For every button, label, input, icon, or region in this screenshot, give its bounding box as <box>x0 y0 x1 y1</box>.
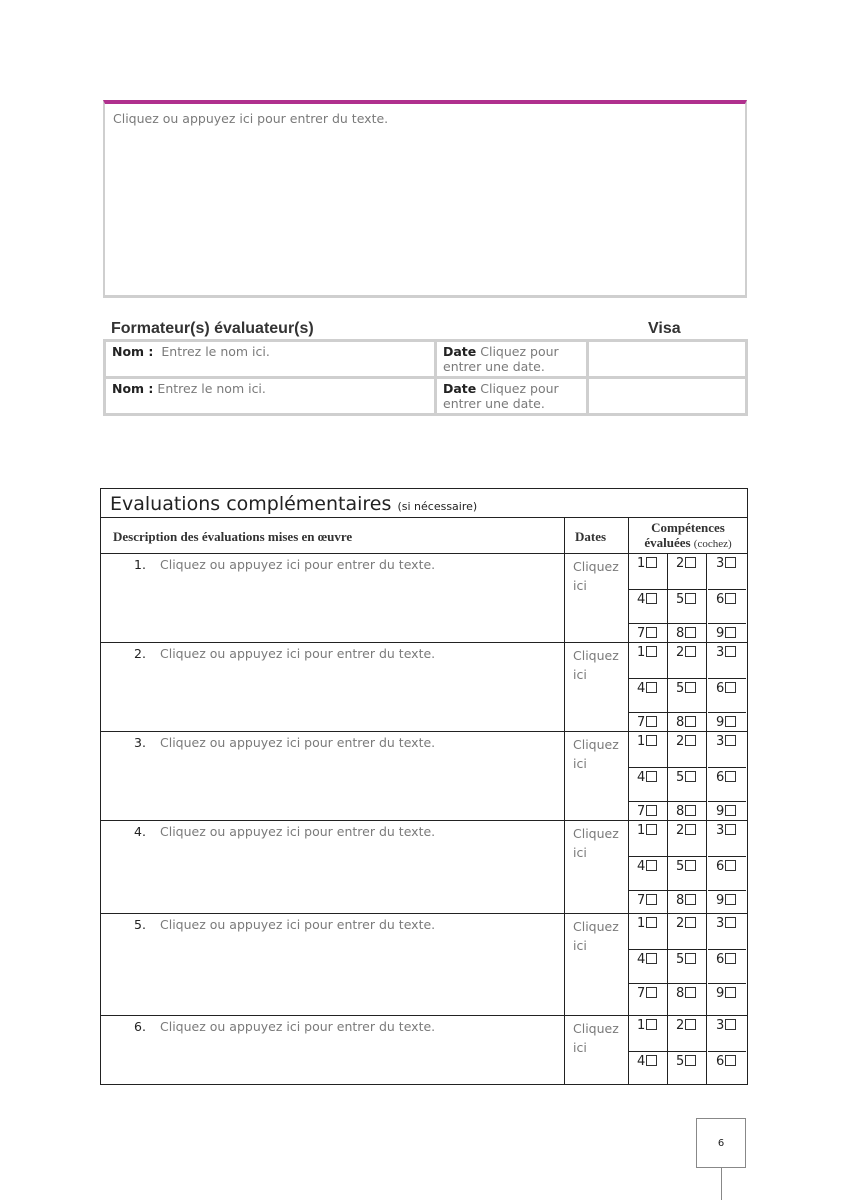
table-row <box>101 643 747 732</box>
competence-checkbox-4[interactable] <box>629 768 668 802</box>
checkbox-label: 4 <box>637 770 646 785</box>
checkbox-icon[interactable] <box>725 716 736 727</box>
checkbox-icon[interactable] <box>685 987 696 998</box>
checkbox-icon[interactable] <box>646 987 657 998</box>
competence-checkbox-6[interactable] <box>708 768 746 802</box>
checkbox-label: 3 <box>716 556 725 571</box>
table-row <box>101 554 747 643</box>
visa-heading: Visa <box>648 320 681 337</box>
description-cell[interactable] <box>101 732 565 820</box>
checkbox-icon[interactable] <box>725 735 736 746</box>
competence-checkbox-3[interactable] <box>708 821 746 857</box>
row-number: 2. <box>134 646 146 661</box>
checkbox-icon[interactable] <box>646 682 657 693</box>
row-number: 1. <box>134 557 146 572</box>
row-number: 3. <box>134 735 146 750</box>
competence-checkbox-9[interactable] <box>708 984 746 1016</box>
description-placeholder: Cliquez ou appuyez ici pour entrer du texte. <box>160 917 436 932</box>
date-cell[interactable]: Cliquez ici <box>565 732 629 820</box>
checkbox-icon[interactable] <box>725 557 736 568</box>
checkbox-label: 6 <box>716 952 725 967</box>
table-row <box>105 378 747 415</box>
checkbox-icon[interactable] <box>725 805 736 816</box>
checkbox-label: 8 <box>676 986 685 1001</box>
date-cell[interactable]: Cliquez ici <box>565 914 629 1015</box>
checkbox-icon[interactable] <box>725 953 736 964</box>
competence-checkbox-5[interactable] <box>668 950 707 984</box>
competence-checkbox-1[interactable] <box>629 914 668 950</box>
checkbox-icon[interactable] <box>725 593 736 604</box>
checkbox-icon[interactable] <box>725 987 736 998</box>
checkbox-icon[interactable] <box>646 716 657 727</box>
nom-field[interactable]: Nom : Entrez le nom ici. <box>105 341 436 378</box>
checkbox-label: 1 <box>637 556 646 571</box>
checkbox-label: 7 <box>637 715 646 730</box>
checkbox-icon[interactable] <box>685 682 696 693</box>
checkbox-icon[interactable] <box>725 917 736 928</box>
description-placeholder: Cliquez ou appuyez ici pour entrer du texte. <box>160 824 436 839</box>
competence-checkbox-6[interactable] <box>708 950 746 984</box>
competence-checkbox-1[interactable] <box>629 1016 668 1052</box>
checkbox-icon[interactable] <box>685 716 696 727</box>
checkbox-label: 1 <box>637 823 646 838</box>
row-number: 5. <box>134 917 146 932</box>
checkbox-icon[interactable] <box>725 894 736 905</box>
competence-checkbox-5[interactable] <box>668 679 707 713</box>
visa-field[interactable] <box>588 341 747 378</box>
checkbox-icon[interactable] <box>646 557 657 568</box>
checkbox-icon[interactable] <box>685 860 696 871</box>
checkbox-icon[interactable] <box>646 953 657 964</box>
checkbox-label: 3 <box>716 1018 725 1033</box>
checkbox-label: 1 <box>637 645 646 660</box>
checkbox-label: 7 <box>637 626 646 641</box>
description-placeholder: Cliquez ou appuyez ici pour entrer du texte. <box>160 735 436 750</box>
header-competences: Compétences évaluées (cochez) <box>629 518 747 554</box>
competence-checkbox-2[interactable] <box>668 914 707 950</box>
checkbox-label: 5 <box>676 681 685 696</box>
row-number: 6. <box>134 1019 146 1034</box>
checkbox-icon[interactable] <box>725 771 736 782</box>
checkbox-label: 1 <box>637 916 646 931</box>
checkbox-icon[interactable] <box>685 627 696 638</box>
competence-checkbox-1[interactable] <box>629 732 668 768</box>
checkbox-label: 5 <box>676 592 685 607</box>
checkbox-label: 5 <box>676 770 685 785</box>
checkbox-icon[interactable] <box>725 627 736 638</box>
checkbox-label: 7 <box>637 804 646 819</box>
competence-checkbox-4[interactable] <box>629 590 668 624</box>
checkbox-icon[interactable] <box>646 860 657 871</box>
checkbox-icon[interactable] <box>685 593 696 604</box>
checkbox-label: 9 <box>716 804 725 819</box>
checkbox-label: 5 <box>676 952 685 967</box>
checkbox-icon[interactable] <box>685 824 696 835</box>
checkbox-icon[interactable] <box>685 646 696 657</box>
competence-checkbox-8[interactable] <box>668 802 707 821</box>
checkbox-icon[interactable] <box>725 1055 736 1066</box>
checkbox-icon[interactable] <box>685 805 696 816</box>
page-number: 6 <box>696 1118 746 1168</box>
competence-checkbox-4[interactable] <box>629 857 668 891</box>
evaluations-table <box>100 488 748 1085</box>
checkbox-label: 2 <box>676 645 685 660</box>
checkbox-label: 4 <box>637 1054 646 1069</box>
competence-checkbox-4[interactable] <box>629 1052 668 1085</box>
checkbox-label: 8 <box>676 715 685 730</box>
checkbox-icon[interactable] <box>646 1055 657 1066</box>
checkbox-icon[interactable] <box>685 735 696 746</box>
checkbox-label: 6 <box>716 681 725 696</box>
competence-checkbox-8[interactable] <box>668 624 707 643</box>
competence-checkboxes <box>629 732 747 820</box>
checkbox-icon[interactable] <box>725 824 736 835</box>
description-cell[interactable] <box>101 554 565 642</box>
checkbox-icon[interactable] <box>685 1055 696 1066</box>
checkbox-label: 4 <box>637 592 646 607</box>
checkbox-icon[interactable] <box>646 1019 657 1030</box>
competence-checkbox-3[interactable] <box>708 732 746 768</box>
competence-checkbox-5[interactable] <box>668 857 707 891</box>
checkbox-label: 2 <box>676 916 685 931</box>
description-placeholder: Cliquez ou appuyez ici pour entrer du texte. <box>160 1019 436 1034</box>
competence-checkboxes <box>629 554 747 642</box>
competence-checkbox-4[interactable] <box>629 679 668 713</box>
checkbox-label: 4 <box>637 952 646 967</box>
checkbox-icon[interactable] <box>646 627 657 638</box>
description-cell[interactable] <box>101 1016 565 1085</box>
checkbox-label: 2 <box>676 823 685 838</box>
checkbox-label: 6 <box>716 770 725 785</box>
checkbox-icon[interactable] <box>725 646 736 657</box>
date-field[interactable]: Date Cliquez pour entrer une date. <box>436 378 588 415</box>
checkbox-label: 3 <box>716 823 725 838</box>
checkbox-label: 4 <box>637 859 646 874</box>
competence-checkbox-9[interactable] <box>708 624 746 643</box>
checkbox-label: 2 <box>676 556 685 571</box>
competence-checkboxes <box>629 643 747 731</box>
competence-checkbox-6[interactable] <box>708 590 746 624</box>
page-number-line <box>721 1168 722 1200</box>
competence-checkbox-3[interactable] <box>708 1016 746 1052</box>
checkbox-label: 4 <box>637 681 646 696</box>
table-row <box>101 732 747 821</box>
formateurs-heading: Formateur(s) évaluateur(s) <box>111 320 314 337</box>
checkbox-label: 3 <box>716 645 725 660</box>
competence-checkbox-6[interactable] <box>708 1052 746 1085</box>
competence-checkbox-2[interactable] <box>668 643 707 679</box>
competence-checkbox-3[interactable] <box>708 554 746 590</box>
description-placeholder: Cliquez ou appuyez ici pour entrer du texte. <box>160 646 436 661</box>
evaluations-title: Evaluations complémentaires (si nécessaire) <box>101 489 747 518</box>
competence-checkbox-3[interactable] <box>708 914 746 950</box>
competence-checkbox-9[interactable] <box>708 802 746 821</box>
checkbox-label: 8 <box>676 626 685 641</box>
header-dates: Dates <box>565 518 629 554</box>
text-placeholder: Cliquez ou appuyez ici pour entrer du texte. <box>113 111 389 126</box>
competence-checkboxes <box>629 1016 747 1085</box>
checkbox-label: 7 <box>637 893 646 908</box>
nom-field[interactable]: Nom : Entrez le nom ici. <box>105 378 436 415</box>
competence-checkbox-3[interactable] <box>708 643 746 679</box>
checkbox-icon[interactable] <box>646 593 657 604</box>
checkbox-icon[interactable] <box>685 953 696 964</box>
checkbox-label: 9 <box>716 986 725 1001</box>
checkbox-label: 1 <box>637 1018 646 1033</box>
competence-checkbox-2[interactable] <box>668 1016 707 1052</box>
visa-field[interactable] <box>588 378 747 415</box>
row-number: 4. <box>134 824 146 839</box>
checkbox-label: 3 <box>716 916 725 931</box>
checkbox-label: 9 <box>716 715 725 730</box>
competence-checkboxes <box>629 821 747 913</box>
checkbox-icon[interactable] <box>725 1019 736 1030</box>
competence-checkbox-7[interactable] <box>629 984 668 1016</box>
checkbox-icon[interactable] <box>646 646 657 657</box>
competence-checkbox-5[interactable] <box>668 1052 707 1085</box>
competence-checkbox-2[interactable] <box>668 821 707 857</box>
checkbox-icon[interactable] <box>646 894 657 905</box>
checkbox-label: 8 <box>676 804 685 819</box>
competence-checkboxes <box>629 914 747 1015</box>
competence-checkbox-2[interactable] <box>668 554 707 590</box>
checkbox-label: 9 <box>716 893 725 908</box>
checkbox-label: 2 <box>676 734 685 749</box>
competence-checkbox-8[interactable] <box>668 713 707 732</box>
header-description: Description des évaluations mises en œuvre <box>101 518 565 554</box>
checkbox-label: 6 <box>716 1054 725 1069</box>
competence-checkbox-7[interactable] <box>629 802 668 821</box>
checkbox-icon[interactable] <box>725 860 736 871</box>
checkbox-icon[interactable] <box>685 1019 696 1030</box>
date-cell[interactable]: Cliquez ici <box>565 1016 629 1085</box>
checkbox-label: 5 <box>676 1054 685 1069</box>
competence-checkbox-7[interactable] <box>629 891 668 914</box>
date-cell[interactable]: Cliquez ici <box>565 643 629 731</box>
checkbox-label: 6 <box>716 592 725 607</box>
table-row <box>101 821 747 914</box>
competence-checkbox-8[interactable] <box>668 984 707 1016</box>
checkbox-icon[interactable] <box>685 917 696 928</box>
description-cell[interactable] <box>101 821 565 913</box>
date-cell[interactable]: Cliquez ici <box>565 821 629 913</box>
date-cell[interactable]: Cliquez ici <box>565 554 629 642</box>
competence-checkbox-7[interactable] <box>629 713 668 732</box>
competence-checkbox-5[interactable] <box>668 768 707 802</box>
formateurs-table <box>103 339 748 416</box>
description-cell[interactable] <box>101 914 565 1015</box>
competence-checkbox-9[interactable] <box>708 891 746 914</box>
checkbox-label: 1 <box>637 734 646 749</box>
table-row <box>105 341 747 378</box>
competence-checkbox-1[interactable] <box>629 643 668 679</box>
competence-checkbox-2[interactable] <box>668 732 707 768</box>
competence-checkbox-5[interactable] <box>668 590 707 624</box>
description-cell[interactable] <box>101 643 565 731</box>
competence-checkbox-1[interactable] <box>629 821 668 857</box>
checkbox-label: 2 <box>676 1018 685 1033</box>
checkbox-icon[interactable] <box>646 805 657 816</box>
checkbox-icon[interactable] <box>646 917 657 928</box>
table-row <box>101 914 747 1016</box>
date-field[interactable]: Date Cliquez pour entrer une date. <box>436 341 588 378</box>
competence-checkbox-7[interactable] <box>629 624 668 643</box>
checkbox-icon[interactable] <box>646 771 657 782</box>
checkbox-icon[interactable] <box>685 771 696 782</box>
checkbox-label: 3 <box>716 734 725 749</box>
checkbox-label: 5 <box>676 859 685 874</box>
checkbox-label: 8 <box>676 893 685 908</box>
checkbox-icon[interactable] <box>685 894 696 905</box>
checkbox-icon[interactable] <box>646 824 657 835</box>
checkbox-icon[interactable] <box>685 557 696 568</box>
checkbox-icon[interactable] <box>725 682 736 693</box>
competence-checkbox-6[interactable] <box>708 679 746 713</box>
checkbox-label: 6 <box>716 859 725 874</box>
competence-checkbox-6[interactable] <box>708 857 746 891</box>
competence-checkbox-4[interactable] <box>629 950 668 984</box>
description-placeholder: Cliquez ou appuyez ici pour entrer du texte. <box>160 557 436 572</box>
competence-checkbox-9[interactable] <box>708 713 746 732</box>
table-row <box>101 1016 747 1085</box>
competence-checkbox-1[interactable] <box>629 554 668 590</box>
checkbox-icon[interactable] <box>646 735 657 746</box>
free-text-area[interactable] <box>103 100 747 298</box>
checkbox-label: 9 <box>716 626 725 641</box>
competence-checkbox-8[interactable] <box>668 891 707 914</box>
checkbox-label: 7 <box>637 986 646 1001</box>
